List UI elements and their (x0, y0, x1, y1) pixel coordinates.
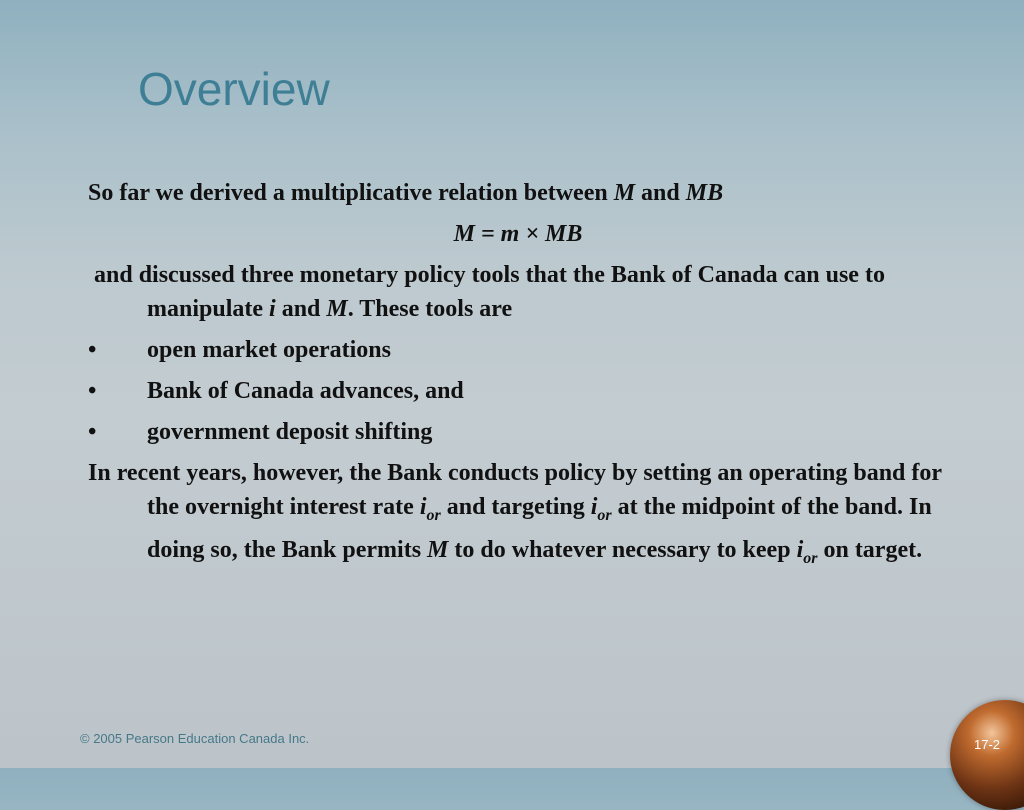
recent-years-paragraph (88, 456, 948, 576)
text-run: In recent years, however, the Bank conducts policy by setting an operating band for the overnight interest rate (88, 460, 942, 520)
tools-paragraph (88, 258, 948, 326)
slide-title: Overview (138, 63, 330, 115)
copyright-footer: © 2005 Pearson Education Canada Inc. (80, 731, 310, 746)
bullet-text: open market operations (147, 337, 391, 363)
subscript-or: or (803, 550, 818, 567)
bullet-text: Bank of Canada advances, and (147, 378, 464, 404)
bullet-icon: • (88, 378, 97, 404)
variable-i: i (269, 296, 276, 322)
text-run: and (275, 296, 327, 322)
text-run: to do whatever necessary to keep (448, 537, 797, 563)
variable-i: i (796, 537, 804, 563)
page-number: 17-2 (974, 737, 1001, 752)
text-run: and (635, 180, 686, 206)
list-item (88, 374, 948, 408)
bullet-text: government deposit shifting (147, 419, 433, 445)
text-run: at the midpoint of the band. In doing so, the Bank permits (147, 494, 932, 563)
variable-i: i (590, 494, 598, 520)
decorative-orb-icon (950, 700, 1024, 810)
subscript-or: or (426, 507, 441, 524)
text-run: on target. (817, 537, 923, 563)
bullet-icon: • (88, 419, 97, 445)
subscript-or: or (597, 507, 612, 524)
bullet-icon: • (88, 337, 97, 363)
list-item (88, 333, 948, 367)
variable-M: M (427, 537, 449, 563)
variable-MB: MB (685, 180, 724, 206)
intro-paragraph (88, 176, 948, 210)
variable-M: M (613, 180, 636, 206)
equation (88, 217, 948, 251)
text-run: . These tools are (347, 296, 513, 322)
text-run: So far we derived a multiplicative relation between (88, 180, 614, 206)
list-item (88, 415, 948, 449)
text-run: and discussed three monetary policy tools that the Bank of Canada can use to manipulate (94, 262, 885, 322)
equation-text: M = m × MB (453, 221, 583, 247)
variable-i: i (419, 494, 427, 520)
variable-M: M (326, 296, 348, 322)
text-run: and targeting (440, 494, 591, 520)
slide-body (88, 176, 948, 583)
